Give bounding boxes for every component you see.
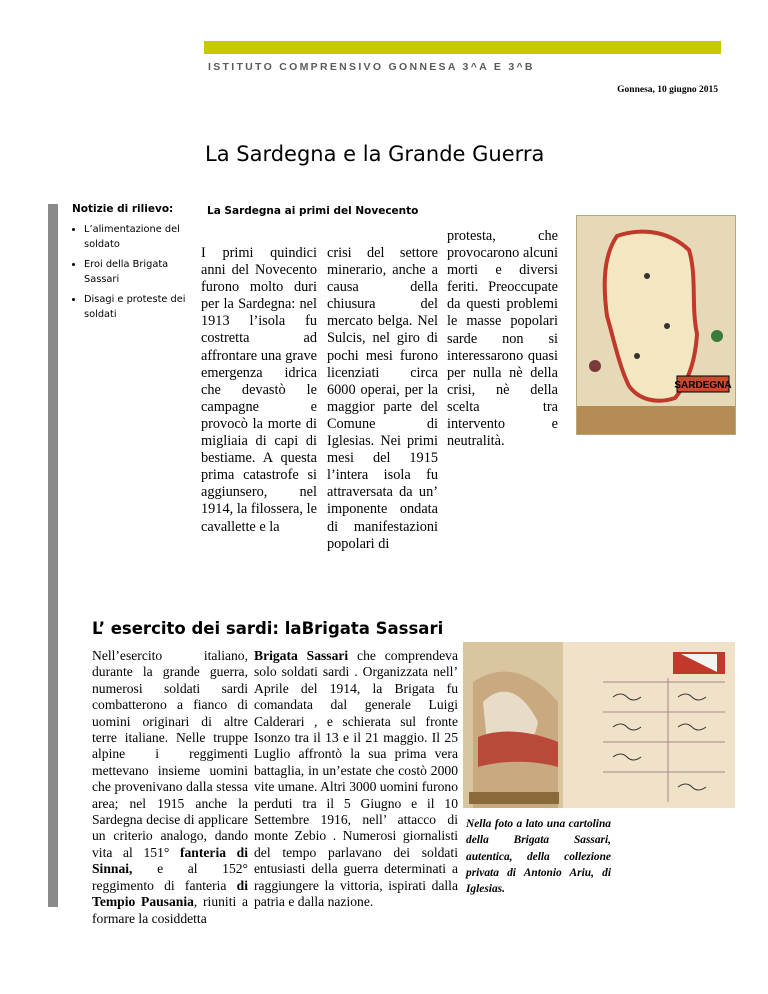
text-run: , riuniti a formare la cosiddetta <box>92 894 248 926</box>
header-accent-bar <box>204 41 721 54</box>
date-line: Gonnesa, 10 giugno 2015 <box>617 85 718 95</box>
text-run: che comprendeva solo soldati sardi . Organizzata nell’ Aprile del 1914, la Brigata fu comandata dal generale Luigi Calderari , e schierata sul fronte Isonzo tra il 13 e il 21 maggio. Il 25 Luglio affrontò la sua prima vera battaglia, in un’estate che costò 2000 vite umane. Altri 3000 uomini furono perduti tra il 5 Giugno e il 10 Settembre 1916, nell’ attacco di monte Zebio . Numerosi giornalisti del tempo parlavano dei soldati entusiasti della guerra determinati a raggiungere la vittoria, ispirati dalla patria e dalla nazione. <box>254 648 458 910</box>
text-run: Nell’esercito italiano, durante la grande guerra, numerosi soldati sardi combatterono a fianco di uomini originari di altre terre italiane. Nelle truppe alpine i reggimenti mettevano insieme uomini che provenivano dalla stessa area; nel 1915 anche la Sardegna decise di applicare un criterio analogo, dando vita al 151° <box>92 648 248 860</box>
article-subheading: La Sardegna ai primi del Novecento <box>207 205 419 217</box>
photo-caption: Nella foto a lato una cartolina della Brigata Sassari, autentica, della collezione privata di Antonio Ariu, di Iglesias. <box>466 818 611 896</box>
sardinia-map-image <box>576 215 736 435</box>
school-name: ISTITUTO COMPRENSIVO GONNESA 3^A E 3^B <box>208 61 535 73</box>
sidebar-item[interactable]: • Disagi e proteste dei soldati <box>84 292 194 322</box>
article-column-3: protesta, che provocarono alcuni morti e diversi feriti. Preoccupate da questi problemi le masse popolari sarde non si interessarono quasi per nulla nè della crisi, nè della scelta tra intervento e neutralità. <box>447 228 558 450</box>
sidebar-heading: Notizie di rilievo: <box>72 203 174 215</box>
article2-column-2 <box>254 648 458 911</box>
sidebar-list <box>70 222 194 327</box>
text-run: e al 152° reggimento di fanteria <box>92 861 248 893</box>
text-run-bold: fanteria di Sinnai, <box>92 844 249 877</box>
article2-column-1 <box>92 648 248 927</box>
map-label: SARDEGNA <box>674 380 732 391</box>
article-column-2: crisi del settore minerario, anche a causa della chiusura del mercato belga. Nel Sulcis, nel giro di pochi mesi furono licenziati circa 6000 operai, per la maggior parte del Comune di Iglesias. Nei primi mesi del 1915 l’intera isola fu attraversata da un’ imponente ondata di manifestazioni popolari di <box>327 245 438 552</box>
sidebar-item[interactable]: • Eroi della Brigata Sassari <box>84 257 194 287</box>
text-run-bold: Brigata Sassari <box>254 648 349 663</box>
sidebar-bar <box>48 204 58 907</box>
section-heading: L’ esercito dei sardi: laBrigata Sassari <box>92 619 444 638</box>
text-run-bold: di Tempio Pausania <box>92 877 248 910</box>
sidebar-item[interactable]: • L’alimentazione del soldato <box>84 222 194 252</box>
page-title: La Sardegna e la Grande Guerra <box>205 142 545 166</box>
article-column-1: I primi quindici anni del Novecento furono molto duri per la Sardegna: nel 1913 l’isola fu costretta ad affrontare una grave emergenza idrica che devastò le campagne e provocò la morte di migliaia di capi di bestiame. A questa prima catastrofe si aggiunsero, nel 1914, la filossera, le cavallette e la <box>201 245 317 535</box>
postcard-image <box>463 642 735 808</box>
